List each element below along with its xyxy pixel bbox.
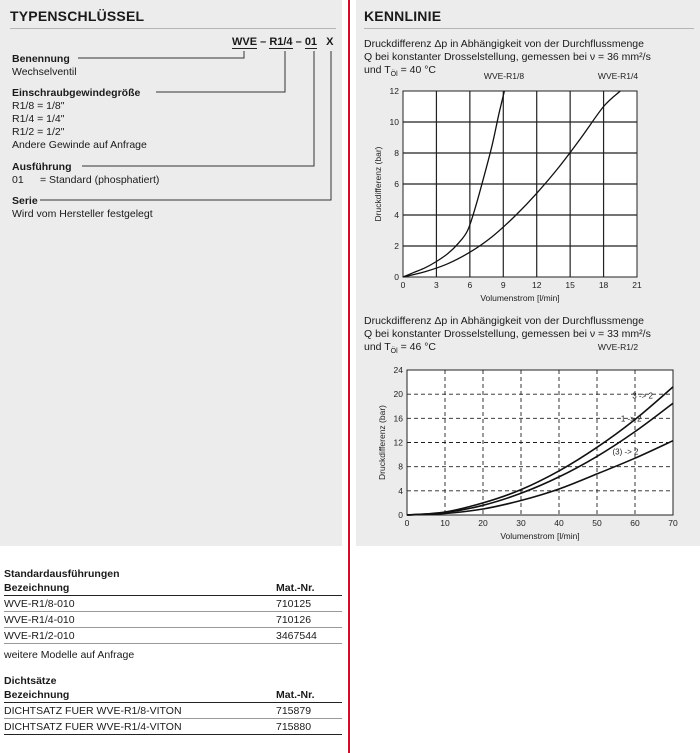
series-label: WVE-R1/8 xyxy=(483,71,525,81)
table-row xyxy=(4,613,342,628)
code-part-version: 01 xyxy=(304,36,318,48)
thread-r14: R1/4 = 1/4" xyxy=(12,113,65,125)
seals-row-name: DICHTSATZ FUER WVE-R1/8-VITON xyxy=(4,705,182,717)
y-tick-label: 8 xyxy=(394,148,399,158)
thread-other: Andere Gewinde auf Anfrage xyxy=(12,139,147,151)
type-key-title: TYPENSCHLÜSSEL xyxy=(10,8,145,24)
seals-col-name: Bezeichnung xyxy=(4,689,70,701)
chart2-caption-3: und $T_{Öl} = 46$ °C xyxy=(364,341,437,356)
x-tick-label: 0 xyxy=(404,518,410,528)
x-tick-label: 0 xyxy=(400,280,406,290)
characteristic-title: KENNLINIE xyxy=(364,8,442,24)
table-row xyxy=(4,629,342,644)
chart-2 xyxy=(356,342,700,542)
standard-row-nr: 3467544 xyxy=(276,630,317,642)
x-axis-label: Volumenstrom [l/min] xyxy=(480,293,560,303)
chart1-caption-1: Druckdifferenz Δp in Abhängigkeit von der Durchflussmenge xyxy=(364,38,644,50)
y-tick-label: 12 xyxy=(389,86,399,96)
seals-row-nr: 715879 xyxy=(276,705,312,717)
series-label: 3 -> 2 xyxy=(632,391,653,401)
standard-row-nr: 710125 xyxy=(276,598,312,610)
series-desc: Wird vom Hersteller festgelegt xyxy=(12,208,153,220)
heading-benennung: Benennung xyxy=(12,53,70,65)
chart1-caption-3: und $T_{Öl} = 40$ °C xyxy=(364,64,437,79)
code-sep-2: – xyxy=(295,36,302,48)
standard-row-nr: 710126 xyxy=(276,614,312,626)
y-tick-label: 0 xyxy=(394,272,399,282)
x-tick-label: 30 xyxy=(516,518,526,528)
standard-row-name: WVE-R1/4-010 xyxy=(4,614,75,626)
y-axis-label: Druckdifferenz (bar) xyxy=(373,146,383,222)
table-row xyxy=(4,704,342,719)
y-tick-label: 12 xyxy=(393,437,403,448)
thread-r12: R1/2 = 1/2" xyxy=(12,126,65,138)
y-tick-label: 4 xyxy=(398,485,403,496)
x-tick-label: 60 xyxy=(630,518,640,528)
chart-1 xyxy=(356,64,700,304)
heading-thread-size: Einschraubgewindegröße xyxy=(12,87,141,99)
seals-header xyxy=(4,688,342,703)
seals-row-name: DICHTSATZ FUER WVE-R1/4-VITON xyxy=(4,721,182,733)
x-tick-label: 3 xyxy=(434,280,439,290)
y-tick-label: 8 xyxy=(398,461,403,472)
heading-series: Serie xyxy=(12,195,38,207)
code-part-thread: R1/4 xyxy=(269,36,293,48)
y-tick-label: 4 xyxy=(394,210,399,220)
chart1-caption-2: Q bei konstanter Drosselstellung, gemessen bei ν = 36 mm²/s xyxy=(364,51,651,63)
standard-row-name: WVE-R1/2-010 xyxy=(4,630,75,642)
standard-note: weitere Modelle auf Anfrage xyxy=(4,649,135,661)
thread-r18: R1/8 = 1/8" xyxy=(12,100,65,112)
execution-code: 01 xyxy=(12,174,24,186)
title-rule-right xyxy=(364,28,694,29)
seals-row-nr: 715880 xyxy=(276,721,312,733)
chart-title: WVE-R1/2 xyxy=(597,342,639,352)
y-tick-label: 6 xyxy=(394,179,399,189)
series-label: WVE-R1/4 xyxy=(597,71,639,81)
y-tick-label: 20 xyxy=(393,389,403,400)
x-tick-label: 70 xyxy=(668,518,678,528)
y-tick-label: 2 xyxy=(394,241,399,251)
standard-col-nr: Mat.-Nr. xyxy=(276,582,315,594)
red-divider xyxy=(348,0,350,753)
x-tick-label: 18 xyxy=(598,280,609,290)
x-tick-label: 21 xyxy=(632,280,642,290)
x-tick-label: 15 xyxy=(565,280,575,290)
y-tick-label: 16 xyxy=(393,413,403,424)
x-axis-label: Volumenstrom [l/min] xyxy=(500,531,580,541)
benennung-value: Wechselventil xyxy=(12,66,77,78)
y-tick-label: 10 xyxy=(389,117,399,127)
execution-desc: = Standard (phosphatiert) xyxy=(40,174,160,186)
x-tick-label: 9 xyxy=(500,280,506,290)
series-label: (3) -> 2 xyxy=(612,447,639,457)
x-tick-label: 12 xyxy=(531,280,542,290)
type-key-panel xyxy=(0,0,342,546)
heading-execution: Ausführung xyxy=(12,161,72,173)
seals-col-nr: Mat.-Nr. xyxy=(276,689,315,701)
x-tick-label: 10 xyxy=(440,518,450,528)
standard-row-name: WVE-R1/8-010 xyxy=(4,598,75,610)
x-tick-label: 50 xyxy=(592,518,602,528)
code-part-wve: WVE xyxy=(232,36,258,48)
standard-title: Standardausführungen xyxy=(4,568,120,580)
x-tick-label: 6 xyxy=(467,280,473,290)
y-tick-label: 0 xyxy=(398,510,403,520)
code-sep-1: – xyxy=(260,36,267,48)
x-tick-label: 20 xyxy=(478,518,488,528)
table-row xyxy=(4,597,342,612)
chart2-caption-2: Q bei konstanter Drosselstellung, gemessen bei ν = 33 mm²/s xyxy=(364,328,651,340)
code-part-series: X xyxy=(326,36,334,48)
y-axis-label: Druckdifferenz (bar) xyxy=(377,405,387,480)
table-row xyxy=(4,720,342,735)
x-tick-label: 40 xyxy=(554,518,564,528)
characteristic-panel xyxy=(356,0,700,546)
standard-header xyxy=(4,581,342,596)
y-tick-label: 24 xyxy=(393,365,403,375)
chart2-caption-1: Druckdifferenz Δp in Abhängigkeit von der Durchflussmenge xyxy=(364,315,644,327)
seals-title: Dichtsätze xyxy=(4,675,57,687)
standard-col-name: Bezeichnung xyxy=(4,582,70,594)
series-label: 1 -> 2 xyxy=(620,414,642,424)
